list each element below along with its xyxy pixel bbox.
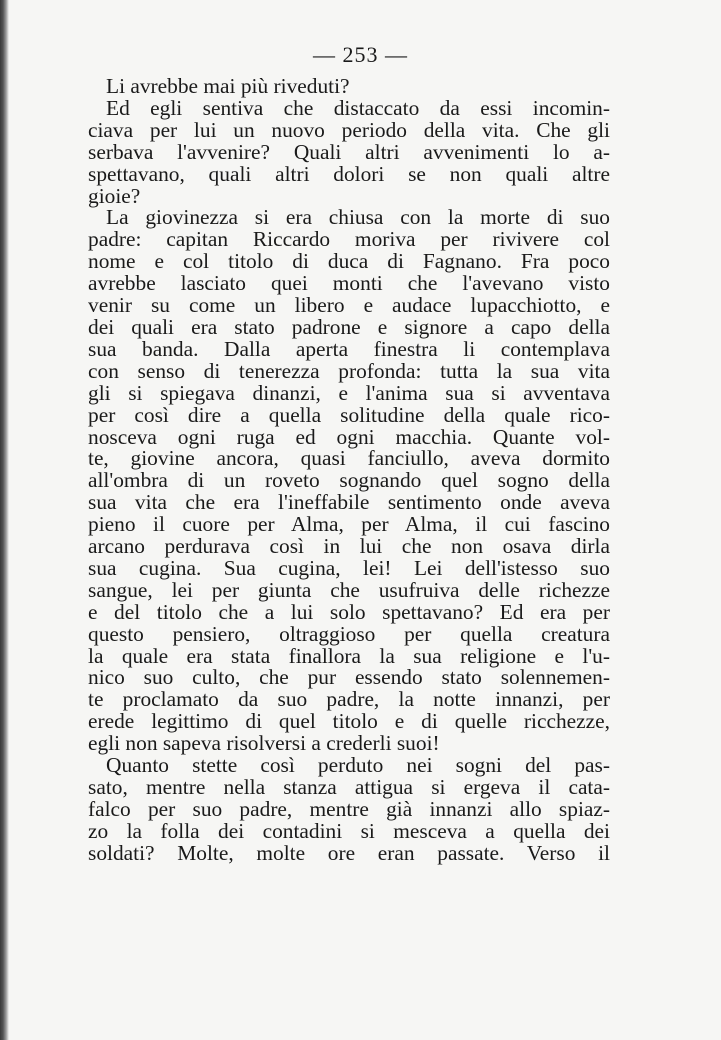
- text-line: sato, mentre nella stanza attigua si ergeva il cata-: [88, 775, 610, 799]
- text-line: padre: capitan Riccardo moriva per rivivere col: [88, 227, 610, 252]
- body-text: [88, 76, 610, 865]
- text-line: Li avrebbe mai più riveduti?: [106, 74, 350, 98]
- text-line: nico suo culto, che pur essendo stato solennemen-: [88, 665, 610, 690]
- text-line: zo la folla dei contadini si mesceva a quella dei: [88, 818, 610, 843]
- text-line: soldati? Molte, molte ore eran passate. Verso il: [88, 840, 610, 865]
- text-line: nome e col titolo di duca di Fagnano. Fra poco: [88, 249, 610, 274]
- text-line: arcano perdurava così in lui che non osava dirla: [88, 534, 610, 559]
- text-line: con senso di tenerezza profonda: tutta la sua vita: [88, 358, 610, 383]
- text-line: Ed egli sentiva che distaccato da essi incomin-: [106, 95, 610, 120]
- text-line: sua vita che era l'ineffabile sentimento onde aveva: [88, 490, 610, 515]
- text-line: pieno il cuore per Alma, per Alma, il cui fascino: [88, 512, 610, 537]
- text-line: sangue, lei per giunta che usufruiva delle richezze: [88, 577, 610, 602]
- text-line: dei quali era stato padrone e signore a capo della: [88, 314, 610, 339]
- text-line: ciava per lui un nuovo periodo della vita. Che gli: [88, 117, 610, 142]
- text-line: gli si spiegava dinanzi, e l'anima sua si avventava: [88, 380, 610, 405]
- text-line: questo pensiero, oltraggioso per quella creatura: [88, 621, 610, 646]
- text-line: sua cugina. Sua cugina, lei! Lei dell'istesso suo: [88, 555, 610, 580]
- page-number: — 253 —: [313, 42, 408, 67]
- text-line: sua banda. Dalla aperta finestra li contemplava: [88, 336, 610, 361]
- page-binding-edge: [0, 0, 9, 1040]
- text-line: nosceva ogni ruga ed ogni macchia. Quante vol-: [88, 424, 610, 449]
- text-line: la quale era stata finallora la sua religione e l'u-: [88, 643, 610, 668]
- text-line: te, giovine ancora, quasi fanciullo, aveva dormito: [88, 446, 610, 471]
- text-line: e del titolo che a lui solo spettavano? Ed era per: [88, 599, 610, 624]
- text-line: spettavano, quali altri dolori se non quali altre: [88, 161, 610, 186]
- text-line: te proclamato da suo padre, la notte innanzi, per: [88, 687, 610, 712]
- text-line: La giovinezza si era chiusa con la morte di suo: [106, 205, 610, 230]
- text-line: Quanto stette così perduto nei sogni del pas-: [106, 753, 610, 778]
- text-line: all'ombra di un roveto sognando quel sogno della: [88, 468, 610, 493]
- text-line: erede legittimo di quel titolo e di quelle ricchezze,: [88, 709, 610, 734]
- text-line: gioie?: [88, 183, 141, 208]
- text-line: falco per suo padre, mentre già innanzi allo spiaz-: [88, 796, 610, 821]
- text-line: egli non sapeva risolversi a crederli suoi!: [88, 731, 440, 756]
- text-line: avrebbe lasciato quei monti che l'avevano visto: [88, 271, 610, 296]
- text-line: serbava l'avvenire? Quali altri avvenimenti lo a-: [88, 139, 610, 164]
- text-line: venir su come un libero e audace lupacchiotto, e: [88, 293, 610, 318]
- text-line: per così dire a quella solitudine della quale rico-: [88, 402, 610, 427]
